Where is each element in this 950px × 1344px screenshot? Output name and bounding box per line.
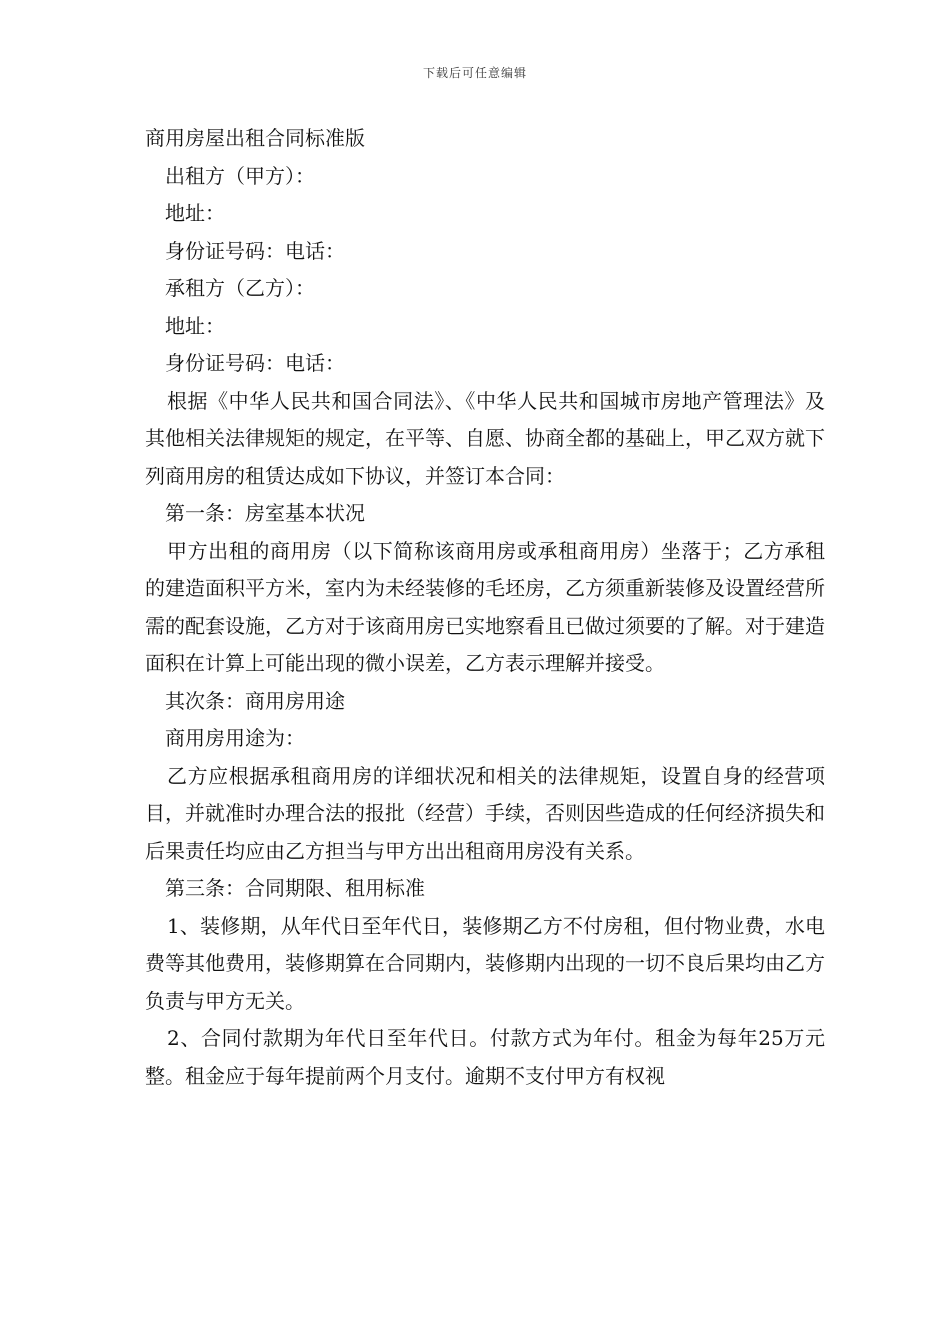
party-b-address: 地址： [165, 313, 225, 338]
article-2-usage-line: 商用房用途为： [165, 726, 305, 750]
intro-paragraph: 根据《中华人民共和国合同法》、《中华人民共和国城市房地产管理法》及其他相关法律规矩的规定，在平等、自愿、协商全都的基础上，甲乙双方就下列商用房的租赁达成如下协议，并签订本合同： [145, 388, 825, 488]
article-3-item-2: 2、合同付款期为年代日至年代日。付款方式为年付。租金为每年25万元整。租金应于每年提前两个月支付。逾期不支付甲方有权视 [145, 1026, 825, 1088]
article-1-body: 甲方出租的商用房（以下简称该商用房或承租商用房）坐落于；乙方承租的建造面积平方米，室内为未经装修的毛坯房，乙方须重新装修及设置经营所需的配套设施，乙方对于该商用房已实地察看且已做过须要的了解。对于建造面积在计算上可能出现的微小误差，乙方表示理解并接受。 [145, 538, 825, 675]
party-b-label: 承租方（乙方）： [165, 276, 315, 300]
party-a-id-phone: 身份证号码：电话： [165, 238, 345, 263]
party-a-label: 出租方（甲方）： [165, 163, 315, 188]
page-header: 下载后可任意编辑 [422, 66, 527, 80]
article-2-body: 乙方应根据承租商用房的详细状况和相关的法律规矩，设置自身的经营项目，并就准时办理合法的报批（经营）手续，否则因些造成的任何经济损失和后果责任均应由乙方担当与甲方出出租商用房没有关系。 [145, 763, 825, 863]
article-3-title: 第三条：合同期限、租用标准 [165, 876, 425, 900]
article-3-item-1: 1、装修期，从年代日至年代日，装修期乙方不付房租，但付物业费，水电费等其他费用，装修期算在合同期内，装修期内出现的一切不良后果均由乙方负责与甲方无关。 [145, 913, 825, 1013]
party-a-address: 地址： [165, 201, 225, 225]
document-title: 商用房屋出租合同标准版 [145, 126, 365, 150]
article-1-title: 第一条：房室基本状况 [165, 501, 365, 525]
document-body [145, 120, 825, 1095]
party-b-id-phone: 身份证号码：电话： [165, 351, 345, 375]
article-2-title: 其次条：商用房用途 [165, 688, 345, 713]
